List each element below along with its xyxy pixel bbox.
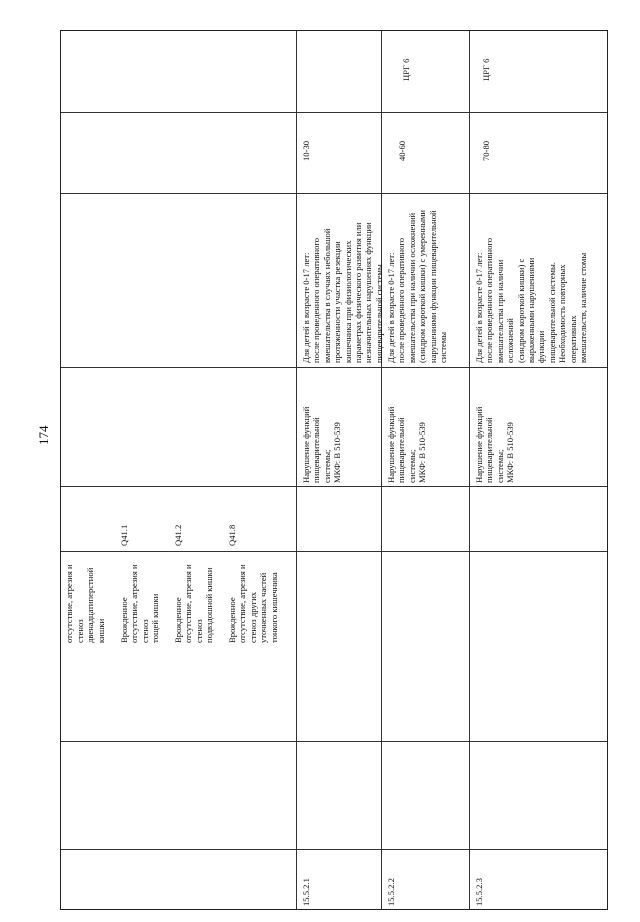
classification-table <box>60 30 608 910</box>
row-border-2 <box>381 31 382 909</box>
row-border-3 <box>469 31 470 909</box>
diagnosis-name: Врожденное отсутствие, атрезия и стеноз подвздошной кишки <box>173 564 215 643</box>
col-border-7 <box>61 849 607 850</box>
diagnosis-name: Врожденное отсутствие, атрезия и стеноз других уточненных частей тонкого кишечника <box>227 564 279 643</box>
row-id: 15.5.2.2 <box>386 878 396 906</box>
diagnosis-code: Q41.8 <box>227 524 237 546</box>
col-border-4 <box>61 486 607 487</box>
col-border-3 <box>61 367 607 368</box>
extra-cell: ЦРГ 6 <box>401 58 411 81</box>
range-cell: 10-30 <box>301 140 311 161</box>
diagnosis-code: Q41.2 <box>173 524 183 546</box>
extra-cell: ЦРГ 6 <box>481 58 491 81</box>
row-id: 15.5.2.3 <box>474 878 484 906</box>
criteria-cell: Для детей в возрасте 0-17 лет: после проведенного оперативного вмешательства при наличии осложнений (синдром короткой кишки) с выраженными нарушениями функции пищеварительной системы. Необходимость повторных оперативных вмешательств, наличие стомы <box>474 237 589 363</box>
function-cell: Нарушение функций пищеварительной системы; МКФ: В 510-539 <box>301 406 343 483</box>
row-id: 15.5.2.1 <box>301 878 311 906</box>
col-border-2 <box>61 193 607 194</box>
continuation-line: кишки <box>96 618 106 643</box>
continuation-line: двенадцатиперстной <box>85 567 95 643</box>
function-cell: Нарушение функций пищеварительной системы; МКФ: В 510-539 <box>386 406 428 483</box>
continuation-line: отсутствие, атрезия и <box>64 564 74 643</box>
function-cell: Нарушение функций пищеварительной системы; МКФ: В 510-539 <box>474 406 516 483</box>
row-border-1 <box>296 31 297 909</box>
diagnosis-name: Врожденное отсутствие, атрезия и стеноз тощей кишки <box>119 564 161 643</box>
col-border-1 <box>61 112 607 113</box>
diagnosis-code: Q41.1 <box>119 524 129 546</box>
col-border-5 <box>61 551 607 552</box>
continuation-line: стеноз <box>75 619 85 643</box>
col-border-6 <box>61 741 607 742</box>
criteria-cell: Для детей в возрасте 0-17 лет: после проведенного оперативного вмешательства в случаях небольшой протяженности участка резекции кишечника при физиологических параметрах физического развития или незначительных нарушениях функции пищеварительной системы <box>301 222 384 363</box>
range-cell: 70-80 <box>481 140 491 161</box>
page-number: 174 <box>36 425 51 445</box>
criteria-cell: Для детей в возрасте 0-17 лет: после проведенного оперативного вмешательства при наличии осложнений (синдром короткой кишки) с умеренными нарушениями функции пищеварительной системы <box>386 209 449 363</box>
range-cell: 40-60 <box>397 140 407 161</box>
